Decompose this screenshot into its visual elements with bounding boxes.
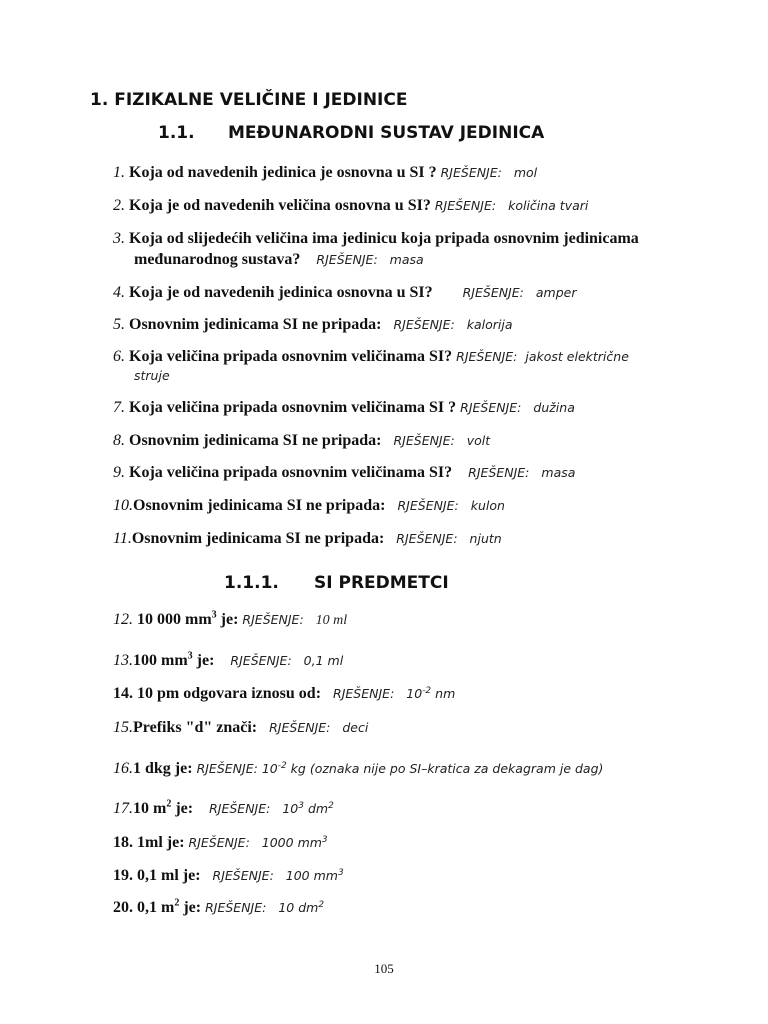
solution-value: volt [466, 433, 491, 448]
section-heading [158, 123, 544, 143]
question-text: 10 000 mm [137, 611, 212, 628]
question-text: Osnovnim jedinicama SI ne pripada: [133, 497, 386, 514]
question-item [113, 282, 678, 303]
question-text: 100 mm [133, 652, 188, 669]
question-number: 15. [113, 719, 133, 736]
superscript: 2 [174, 897, 180, 909]
question-text-suffix: je: [216, 611, 239, 628]
solution-value: 10 [261, 761, 278, 776]
question-item [113, 495, 678, 516]
question-number: 13. [113, 652, 133, 669]
superscript: 2 [166, 798, 172, 810]
solution-value: mol [513, 165, 538, 180]
question-text: Koja veličina pripada osnovnim veličinama SI ? [129, 399, 457, 416]
solution-value: 0,1 ml [303, 653, 344, 668]
question-item [113, 346, 678, 385]
superscript: 3 [321, 834, 328, 845]
subsection-number: 1.1.1. [224, 573, 279, 593]
solution-value: 10 [282, 801, 299, 816]
question-number: 7. [113, 399, 125, 416]
question-text: Koja je od navedenih jedinica osnovna u SI? [129, 284, 433, 301]
superscript: 3 [187, 650, 193, 662]
question-number: 1. [113, 164, 125, 181]
question-text: Osnovnim jedinicama SI ne pripada: [131, 530, 385, 547]
solution-label: RJEŠENJE: [188, 835, 250, 850]
question-text: 10 m [133, 800, 167, 817]
question-text: Prefiks "d" znači: [133, 719, 258, 736]
solution-label: RJEŠENJE: [333, 686, 395, 701]
solution-value: jakost električne [525, 349, 629, 364]
question-text-suffix: je: [179, 899, 202, 916]
question-text: 19. 0,1 ml je: [113, 867, 201, 884]
question-text: Koja od slijedećih veličina ima jedinicu koja pripada osnovnim jedinicama [129, 230, 639, 247]
question-number: 3. [113, 230, 125, 247]
question-number: 2. [113, 197, 125, 214]
solution-value: masa [389, 252, 424, 267]
solution-value: deci [342, 720, 369, 735]
question-number: 5. [113, 316, 125, 333]
question-text: 20. 0,1 m [113, 899, 175, 916]
question-item [113, 397, 678, 418]
chapter-heading: 1. FIZIKALNE VELIČINE I JEDINICE [90, 90, 408, 110]
question-item [113, 798, 678, 819]
solution-value: količina tvari [508, 198, 589, 213]
solution-label: RJEŠENJE: [205, 900, 267, 915]
question-text: 1 dkg je: [133, 760, 193, 777]
solution-label: RJEŠENJE: [468, 465, 530, 480]
solution-label: RJEŠENJE: [269, 720, 331, 735]
superscript: -2 [277, 760, 287, 771]
solution-label: RJEŠENJE: [440, 165, 502, 180]
solution-label: RJEŠENJE: [462, 285, 524, 300]
superscript: 2 [318, 899, 325, 910]
solution-value: njutn [469, 531, 502, 546]
question-number: 4. [113, 284, 125, 301]
question-item [113, 758, 678, 779]
solution-label: RJEŠENJE: [230, 653, 292, 668]
question-item [113, 528, 678, 549]
solution-note: kg (oznaka nije po SI–kratica za dekagram je dag) [286, 761, 604, 776]
solution-value: 1000 mm [261, 835, 322, 850]
question-number: 17. [113, 800, 133, 817]
question-item [113, 609, 678, 631]
solution-value: amper [535, 285, 577, 300]
subsection-heading [224, 573, 449, 593]
question-text-suffix: je: [192, 652, 215, 669]
solution-value: kulon [470, 498, 505, 513]
question-text: Koja veličina pripada osnovnim veličinama SI? [129, 348, 453, 365]
solution-value: 10 dm [278, 900, 319, 915]
question-text: 18. 1ml je: [113, 834, 185, 851]
question-text: 14. 10 pm odgovara iznosu od: [113, 685, 322, 702]
solution-label: RJEŠENJE: [196, 761, 258, 776]
question-item [113, 430, 678, 451]
question-item [113, 865, 678, 886]
question-text: Koja veličina pripada osnovnim veličinama SI? [129, 464, 453, 481]
solution-label: RJEŠENJE: [393, 433, 455, 448]
solution-unit: nm [431, 686, 456, 701]
superscript: 3 [337, 867, 344, 878]
question-item [113, 228, 678, 270]
question-text-continued: međunarodnog sustava? [134, 251, 301, 268]
solution-label: RJEŠENJE: [397, 498, 459, 513]
solution-label: RJEŠENJE: [396, 531, 458, 546]
solution-label: RJEŠENJE: [393, 317, 455, 332]
question-text: Koja je od navedenih veličina osnovna u SI? [129, 197, 431, 214]
solution-value-continued: struje [134, 368, 170, 383]
solution-label: RJEŠENJE: [212, 868, 274, 883]
question-item [113, 683, 678, 704]
question-item [113, 314, 678, 335]
superscript: 2 [328, 800, 334, 811]
solution-label: RJEŠENJE: [460, 400, 522, 415]
solution-value: 10 ml [315, 613, 348, 628]
superscript: 3 [211, 609, 217, 621]
solution-label: RJEŠENJE: [242, 612, 304, 627]
question-number: 16. [113, 760, 133, 777]
question-text: Koja od navedenih jedinica je osnovna u SI ? [129, 164, 437, 181]
section-title: MEĐUNARODNI SUSTAV JEDINICA [228, 123, 545, 143]
question-number: 6. [113, 348, 125, 365]
solution-value: kalorija [466, 317, 513, 332]
question-number: 8. [113, 432, 125, 449]
section-number: 1.1. [158, 123, 195, 143]
solution-label: RJEŠENJE: [456, 349, 518, 364]
question-item [113, 717, 678, 738]
solution-label: RJEŠENJE: [434, 198, 497, 213]
question-text: Osnovnim jedinicama SI ne pripada: [129, 316, 382, 333]
solution-unit: dm [303, 801, 329, 816]
superscript: 3 [298, 800, 304, 811]
solution-label: RJEŠENJE: [316, 252, 378, 267]
question-item [113, 897, 678, 918]
question-number: 12. [113, 611, 133, 628]
subsection-title: SI PREDMETCI [314, 573, 449, 593]
question-number: 11. [113, 530, 132, 547]
question-item [113, 650, 678, 671]
question-item [113, 462, 678, 483]
question-item [113, 832, 678, 853]
question-text-suffix: je: [171, 800, 194, 817]
question-number: 9. [113, 464, 125, 481]
solution-value: masa [541, 465, 576, 480]
question-text: Osnovnim jedinicama SI ne pripada: [129, 432, 382, 449]
question-item [113, 162, 678, 183]
solution-label: RJEŠENJE: [209, 801, 271, 816]
solution-value: 100 mm [285, 868, 338, 883]
page-number: 105 [374, 961, 394, 976]
solution-value: 10 [406, 686, 423, 701]
question-item [113, 195, 678, 216]
solution-value: dužina [533, 400, 575, 415]
superscript: -2 [422, 685, 432, 696]
question-number: 10. [113, 497, 133, 514]
